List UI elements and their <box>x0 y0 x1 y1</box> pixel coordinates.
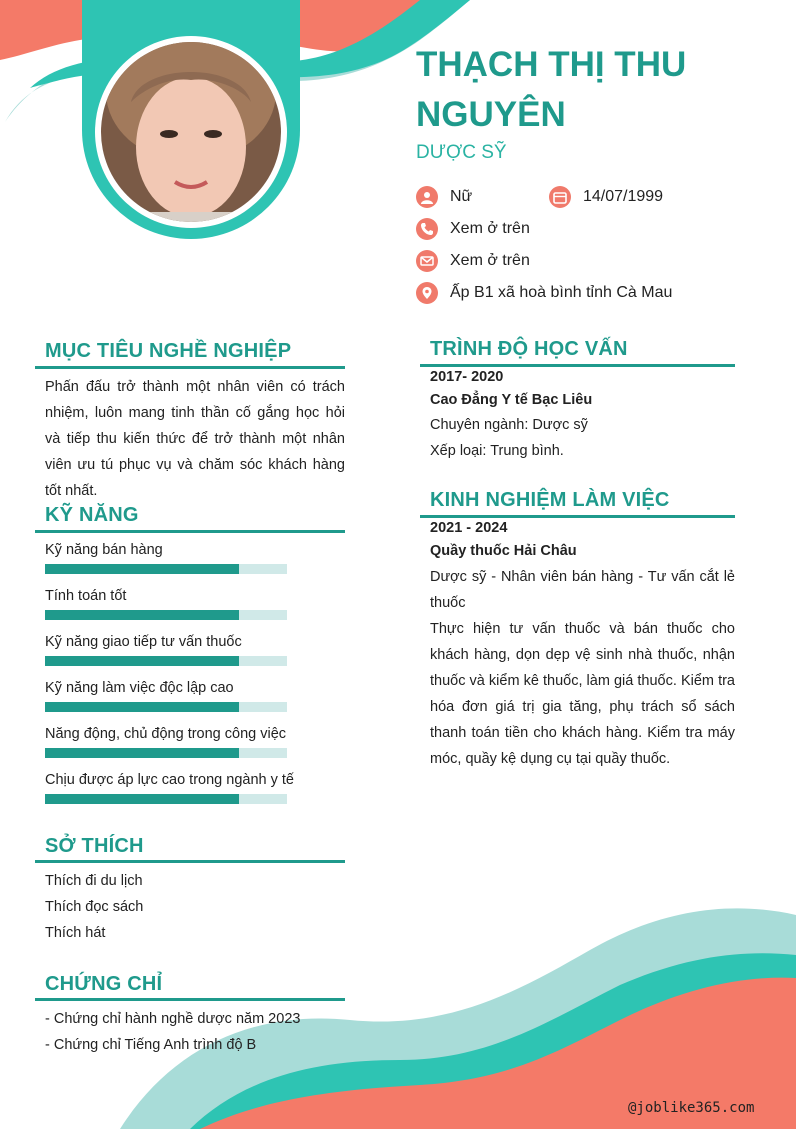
skill-bar <box>45 702 287 712</box>
skill-bar <box>45 656 287 666</box>
education-major: Chuyên ngành: Dược sỹ <box>430 417 588 433</box>
gender-row <box>416 186 472 208</box>
certificate-item: - Chứng chỉ hành nghề dược năm 2023 <box>45 1011 301 1027</box>
certificates-title: CHỨNG CHỈ <box>45 973 163 995</box>
skill-label: Kỹ năng làm việc độc lập cao <box>45 680 234 696</box>
experience-description: Thực hiện tư vấn thuốc và bán thuốc cho khách hàng, dọn dẹp vệ sinh nhà thuốc, nhận thuốc và kiểm kê thuốc, làm giá thuốc. Kiểm tra hóa đơn giá trị gia tăng, phụ trách sổ sách thanh toán tiền cho khách hàng. Kiểm tra máy móc, quầy kệ dụng cụ tại quầy thuốc. <box>430 621 735 767</box>
avatar <box>101 42 281 222</box>
birthdate-row <box>549 186 663 208</box>
skill-label: Kỹ năng giao tiếp tư vấn thuốc <box>45 634 242 650</box>
birthdate-value: 14/07/1999 <box>583 188 664 205</box>
email-row <box>416 250 530 272</box>
skill-bar-fill <box>45 610 239 620</box>
education-period: 2017- 2020 <box>430 369 504 385</box>
skill-label: Chịu được áp lực cao trong ngành y tế <box>45 772 294 788</box>
objective-title: MỤC TIÊU NGHỀ NGHIỆP <box>45 340 292 362</box>
hobby-item: Thích hát <box>45 925 106 941</box>
objective-text: Phấn đấu trở thành một nhân viên có trách nhiệm, luôn mang tinh thần cố gắng học hỏi và tiếp thu kiến thức để trở thành một nhân viên ưu tú phục vụ và chăm sóc khách hàng tốt nhất. <box>45 379 345 499</box>
experience-title: KINH NGHIỆM LÀM VIỆC <box>430 489 670 511</box>
watermark: @joblike365.com <box>628 1100 755 1116</box>
email-value: Xem ở trên <box>450 252 530 269</box>
skill-bar-fill <box>45 564 239 574</box>
certificates-divider <box>35 998 345 1001</box>
gender-value: Nữ <box>450 188 473 205</box>
skill-bar <box>45 794 287 804</box>
user-icon <box>416 186 438 208</box>
skill-bar-fill <box>45 794 239 804</box>
experience-role: Dược sỹ - Nhân viên bán hàng - Tư vấn cắt lẻ thuốc <box>430 569 735 611</box>
certificate-item: - Chứng chỉ Tiếng Anh trình độ B <box>45 1037 257 1053</box>
location-pin-icon <box>416 282 438 304</box>
education-school: Cao Đẳng Y tế Bạc Liêu <box>430 392 593 408</box>
skill-bar-fill <box>45 656 239 666</box>
skill-label: Tính toán tốt <box>45 588 127 604</box>
phone-row <box>416 218 530 240</box>
envelope-icon <box>416 250 438 272</box>
address-value: Ấp B1 xã hoà bình tỉnh Cà Mau <box>450 284 673 301</box>
job-title: DƯỢC SỸ <box>416 142 507 163</box>
avatar-portrait <box>101 42 281 222</box>
education-divider <box>420 364 735 367</box>
experience-company: Quầy thuốc Hải Châu <box>430 543 577 559</box>
skill-label: Kỹ năng bán hàng <box>45 542 163 558</box>
phone-value: Xem ở trên <box>450 220 530 237</box>
hobbies-divider <box>35 860 345 863</box>
skills-title: KỸ NĂNG <box>45 504 139 526</box>
skill-bar-fill <box>45 702 239 712</box>
education-grade: Xếp loại: Trung bình. <box>430 443 564 459</box>
skill-bar-fill <box>45 748 239 758</box>
objective-divider <box>35 366 345 369</box>
phone-icon <box>416 218 438 240</box>
candidate-name: THẠCH THỊ THU NGUYÊN <box>416 45 687 134</box>
experience-divider <box>420 515 735 518</box>
address-row <box>416 282 672 304</box>
skill-bar <box>45 564 287 574</box>
hobby-item: Thích đi du lịch <box>45 873 143 889</box>
hobby-item: Thích đọc sách <box>45 899 144 915</box>
hobbies-title: SỞ THÍCH <box>45 835 144 857</box>
education-title: TRÌNH ĐỘ HỌC VẤN <box>430 338 628 360</box>
calendar-icon <box>549 186 571 208</box>
skills-divider <box>35 530 345 533</box>
experience-period: 2021 - 2024 <box>430 520 508 536</box>
skill-bar <box>45 610 287 620</box>
skill-bar <box>45 748 287 758</box>
skill-label: Năng động, chủ động trong công việc <box>45 726 287 742</box>
